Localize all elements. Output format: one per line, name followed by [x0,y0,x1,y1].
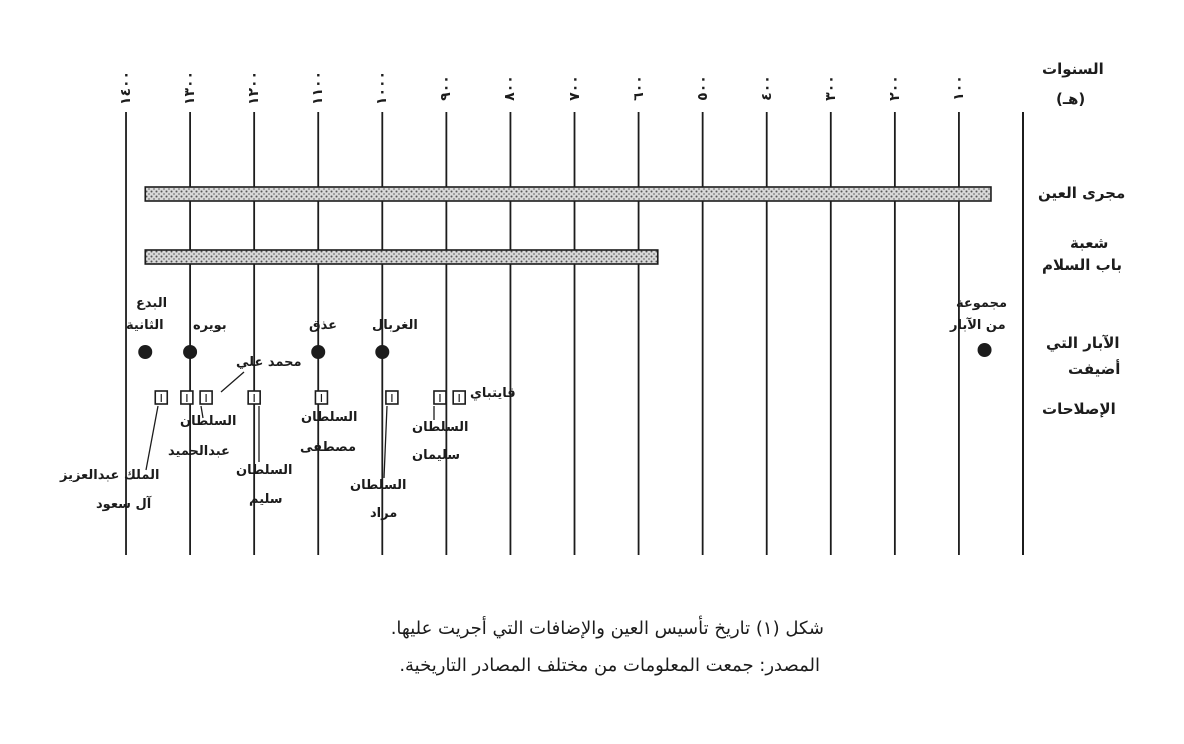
leader-abdulaziz [146,406,158,470]
repair-label-qaitbay: قايتباي [470,386,516,401]
caption-source: المصدر: جمعت المعلومات من مختلف المصادر التاريخية. [399,655,820,676]
leader-murad [384,406,387,478]
bab-salam-label-line2: باب السلام [1042,256,1122,274]
year-tick-800: ٨٠٠ [502,75,519,101]
well-marker-2 [311,345,325,359]
year-tick-100: ١٠٠ [950,75,967,101]
repair-label-abdulaziz-line2: آل سعود [96,497,152,512]
year-tick-700: ٧٠٠ [566,75,583,101]
repair-label-suleiman-line2: سليمان [412,448,461,463]
duration-bars [145,187,991,264]
wells-label-line2: أضيفت [1068,360,1121,378]
year-tick-1200: ١٢٠٠ [246,70,263,106]
wells-label-line1: الآبار التي [1046,334,1120,352]
repairs-label: الإصلاحات [1042,400,1116,418]
year-tick-400: ٤٠٠ [758,75,775,101]
well-marker-1 [183,345,197,359]
repair-label-muhammad-ali: محمد علي [236,355,302,370]
well-label-buwayra: بويره [193,318,227,333]
leader-muhammad-ali [221,372,244,392]
year-tick-600: ٦٠٠ [630,75,647,101]
year-tick-900: ٩٠٠ [438,75,455,101]
year-tick-200: ٢٠٠ [886,75,903,101]
well-label-group-line1: مجموعة [956,296,1008,311]
well-label-group-line2: من الآبار [950,318,1006,333]
year-gridlines [126,112,959,555]
repair-label-murad-line1: السلطان [350,478,407,493]
repair-label-mustafa-line1: السلطان [301,410,358,425]
year-tick-300: ٣٠٠ [822,75,839,101]
years-header: السنوات [1042,60,1104,78]
year-tick-1300: ١٣٠٠ [182,70,199,106]
ain-course-label: مجرى العين [1038,184,1126,202]
bar-bab-salam [145,250,658,264]
year-tick-1000: ١٠٠٠ [374,70,391,106]
repair-label-murad-line2: مراد [370,506,398,521]
repair-label-abdulhamid-line2: عبدالحميد [168,444,230,459]
repair-markers [155,391,465,404]
well-label-bida-line1: البدع [136,296,168,311]
repair-label-selim-line2: سليم [249,492,283,507]
repair-label-abdulhamid-line1: السلطان [180,414,237,429]
repair-label-suleiman-line1: السلطان [412,420,469,435]
well-label-ghurbal: الغربال [372,318,418,333]
repair-label-selim-line1: السلطان [236,463,293,478]
repair-label-abdulaziz-line1: الملك عبدالعزيز [60,468,160,483]
repair-label-mustafa-line2: مصطفى [300,440,357,455]
well-label-bida-line2: الثانية [126,318,164,333]
well-label-adhq: عذق [309,318,338,333]
bab-salam-label-line1: شعبة [1070,234,1109,252]
well-marker-3 [375,345,389,359]
well-marker-4 [978,343,992,357]
year-tick-1400: ١٤٠٠ [118,70,135,106]
bar-ain-course [145,187,991,201]
caption-title: شكل (١) تاريخ تأسيس العين والإضافات التي أجريت عليها. [390,618,824,639]
years-unit: (هـ) [1056,90,1086,108]
well-marker-0 [138,345,152,359]
year-tick-1100: ١١٠٠ [310,70,327,106]
year-tick-500: ٥٠٠ [694,75,711,101]
